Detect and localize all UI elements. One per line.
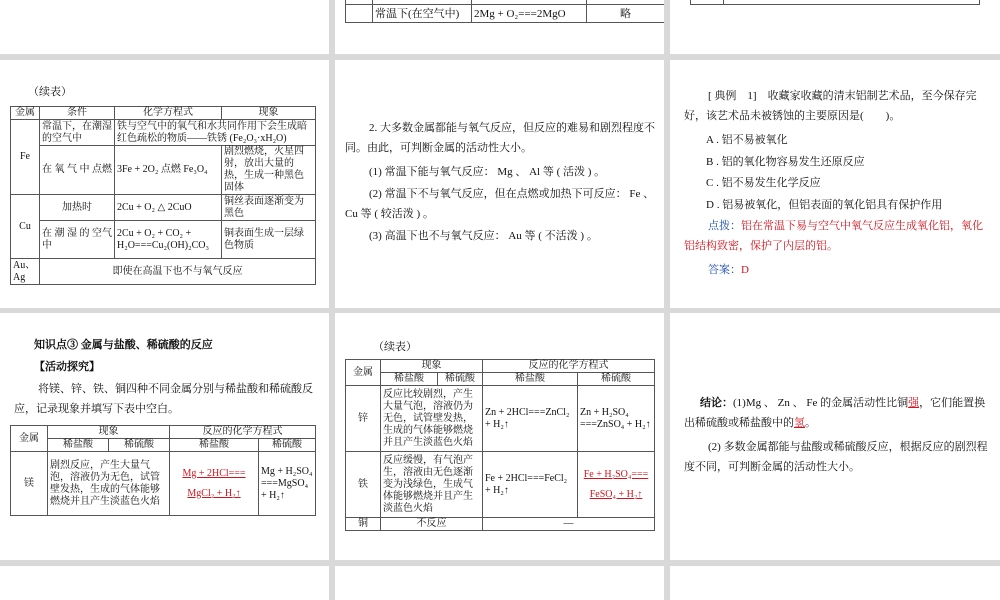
slide-8 — [335, 313, 664, 560]
blank-hydrogen: 氢 — [794, 417, 805, 429]
th-eq: 反应的化学方程式 — [170, 426, 316, 439]
th-hcl: 稀盐酸 — [381, 373, 438, 386]
option-d: D . 铝易被氧化，但铝表面的氧化铝具有保护作用 — [706, 199, 943, 211]
cell-zn-phen: 反应比较剧烈，产生大量气泡，溶液仍为无色，试管壁发热，生成的气体能够燃烧并且产生淡蓝色火焰 — [381, 386, 483, 452]
activity-desc: 将镁、锌、铁、铜四种不同金属分别与稀盐酸和稀硫酸反应，记录现象并填写下表中空白。 — [14, 383, 313, 415]
cell-cu-eq2: 2Cu + O₂ + CO₂ + H₂O===Cu₂(OH)₂CO₃ — [115, 221, 222, 259]
cell-mg-eq-hcl — [170, 452, 259, 516]
cell-mg: 镁 — [11, 452, 48, 516]
cell-cu-phen1: 铜丝表面逐渐变为黑色 — [222, 195, 316, 221]
para-2: (1) 常温下能与氧气反应： Mg 、 Al 等 ( 活泼 ) 。 — [369, 166, 606, 178]
slide-12 — [670, 566, 1000, 600]
cell-cu-cond1: 加热时 — [40, 195, 115, 221]
cell-cu: 铜 — [346, 518, 381, 531]
cell-cond: 常温下(在空气中) — [373, 5, 472, 23]
th-h2so4: 稀硫酸 — [109, 439, 170, 452]
cell-fe-cond2: 在 氧 气 中 点燃 — [40, 146, 115, 195]
cell-mg-phen: 剧烈反应，产生大量气泡，溶液仍为无色，试管壁发热，生成的气体能够燃烧并且产生淡蓝色火焰 — [48, 452, 170, 516]
tip — [684, 216, 988, 256]
cell-cu-eq: — — [483, 518, 655, 531]
cell-eq: 2Mg + O₂===2MgO — [472, 5, 587, 23]
cell-cu-phen: 不反应 — [381, 518, 483, 531]
metal-oxygen-table — [10, 106, 316, 285]
slide-7 — [0, 313, 329, 560]
option-a: A . 铝不易被氧化 — [706, 134, 788, 146]
cont-label: （续表） — [28, 86, 72, 98]
th-metal: 金属 — [11, 107, 40, 120]
table-tail — [690, 0, 980, 5]
cell-cu: Cu — [11, 195, 40, 259]
cell-cu-phen2: 铜表面生成一层绿色物质 — [222, 221, 316, 259]
example-question: [ 典例 1] 收藏家收藏的清末铝制艺术品，至今保存完好，该艺术品未被锈蚀的主要原因是( )。 — [684, 90, 977, 122]
cell-fe-eq2: 3Fe + 2O₂ 点燃 Fe₃O₄ — [115, 146, 222, 195]
cell-fe: 铁 — [346, 452, 381, 518]
section-title: 知识点③ 金属与盐酸、稀硫酸的反应 — [34, 339, 213, 351]
conclusion-text-b: ，它们能置换出稀硫酸或稀盐酸中的 — [684, 397, 986, 429]
conclusion-1 — [684, 393, 990, 433]
cell-fe-eq1: 铁与空气中的氧气和水共同作用下会生成暗红色疏松的物质——铁锈 (Fe₂O₃·xH₂O) — [115, 120, 316, 146]
mg-hcl-line1: Mg + 2HCl=== — [182, 467, 246, 479]
cell-au-text: 即使在高温下也不与氧气反应 — [40, 259, 316, 285]
th-hcl: 稀盐酸 — [48, 439, 109, 452]
slide-5 — [335, 60, 664, 308]
conclusion-2: (2) 多数金属都能与盐酸或稀硫酸反应，根据反应的剧烈程度不同，可判断金属的活动性大小。 — [684, 441, 988, 473]
cont-label: （续表） — [373, 341, 417, 353]
th-eq-h2so4: 稀硫酸 — [259, 439, 316, 452]
th-eq: 化学方程式 — [115, 107, 222, 120]
cell-zn-eq1: Zn + 2HCl===ZnCl₂ + H₂↑ — [483, 386, 578, 452]
th-phen: 现象 — [48, 426, 170, 439]
cell-fe-cond1: 常温下，在潮湿的空气中 — [40, 120, 115, 146]
fe-h2so4-line1: Fe + H₂SO₄=== — [583, 468, 649, 480]
slide-4 — [0, 60, 329, 308]
slide-6 — [670, 60, 1000, 308]
th-metal: 金属 — [11, 426, 48, 452]
conclusion-text-a: (1)Mg 、 Zn 、 Fe 的金属活动性比铜 — [733, 397, 909, 409]
cell-zn: 锌 — [346, 386, 381, 452]
para-1: 2. 大多数金属都能与氧气反应，但反应的难易和剧烈程度不同。由此，可判断金属的活动性大小。 — [345, 122, 655, 154]
slide-1 — [0, 0, 329, 54]
option-b: B . 铝的氧化物容易发生还原反应 — [706, 156, 865, 168]
mg-hcl-line2: MgCl₂ + H₂↑ — [187, 487, 241, 499]
fe-h2so4-line2: FeSO₄ + H₂↑ — [589, 488, 643, 500]
th-eq: 反应的化学方程式 — [483, 360, 655, 373]
tip-label: 点拨： — [708, 220, 741, 232]
cell-zn-eq2: Zn + H₂SO₄ ===ZnSO₄ + H₂↑ — [578, 386, 655, 452]
para-3: (2) 常温下不与氧气反应，但在点燃或加热下可反应： Fe 、 Cu 等 ( 较活泼 ) 。 — [345, 188, 655, 220]
blank-strong: 强 — [908, 397, 920, 409]
answer-label: 答案： — [708, 264, 741, 276]
activity-label: 【活动探究】 — [34, 361, 100, 373]
th-metal: 金属 — [346, 360, 381, 386]
conclusion-text-c: 。 — [805, 417, 816, 429]
acid-table — [10, 425, 316, 516]
cell-phen: 略 — [587, 5, 665, 23]
th-eq-h2so4: 稀硫酸 — [578, 373, 655, 386]
slide-9 — [670, 313, 1000, 560]
th-eq-hcl: 稀盐酸 — [483, 373, 578, 386]
answer-value: D — [741, 264, 749, 276]
th-h2so4: 稀硫酸 — [438, 373, 483, 386]
cell-fe-phen2: 剧烈燃烧，火星四射，放出大量的热，生成一种黑色固体 — [222, 146, 316, 195]
para-4: (3) 高温下也不与氧气反应： Au 等 ( 不活泼 ) 。 — [369, 230, 598, 242]
slide-3 — [670, 0, 1000, 54]
cell-fe-eq2 — [578, 452, 655, 518]
cell-fe: Fe — [11, 120, 40, 195]
conclusion-label: 结论： — [700, 397, 733, 409]
acid-table-cont — [345, 359, 655, 531]
slide-11 — [335, 566, 664, 600]
th-phen: 现象 — [222, 107, 316, 120]
th-eq-hcl: 稀盐酸 — [170, 439, 259, 452]
slide-10 — [0, 566, 329, 600]
cell-fe-phen: 反应缓慢，有气泡产生，溶液由无色逐渐变为浅绿色，生成气体能够燃烧并且产生淡蓝色火焰 — [381, 452, 483, 518]
slide-2 — [335, 0, 664, 54]
cell-fe-eq1: Fe + 2HCl===FeCl₂ + H₂↑ — [483, 452, 578, 518]
cell-cu-eq1: 2Cu + O₂ △ 2CuO — [115, 195, 222, 221]
cell-au: Au、Ag — [11, 259, 40, 285]
oxygen-table-tail — [345, 0, 664, 23]
cell-mg-eq-h2so4: Mg + H₂SO₄ ===MgSO₄ + H₂↑ — [259, 452, 316, 516]
option-c: C . 铝不易发生化学反应 — [706, 177, 821, 189]
tip-text: 铝在常温下易与空气中氧气反应生成氧化铝，氧化铝结构致密，保护了内层的铝。 — [684, 220, 983, 252]
th-cond: 条件 — [40, 107, 115, 120]
cell-cu-cond2: 在 潮 湿 的 空气中 — [40, 221, 115, 259]
th-phen: 现象 — [381, 360, 483, 373]
answer — [708, 260, 749, 280]
